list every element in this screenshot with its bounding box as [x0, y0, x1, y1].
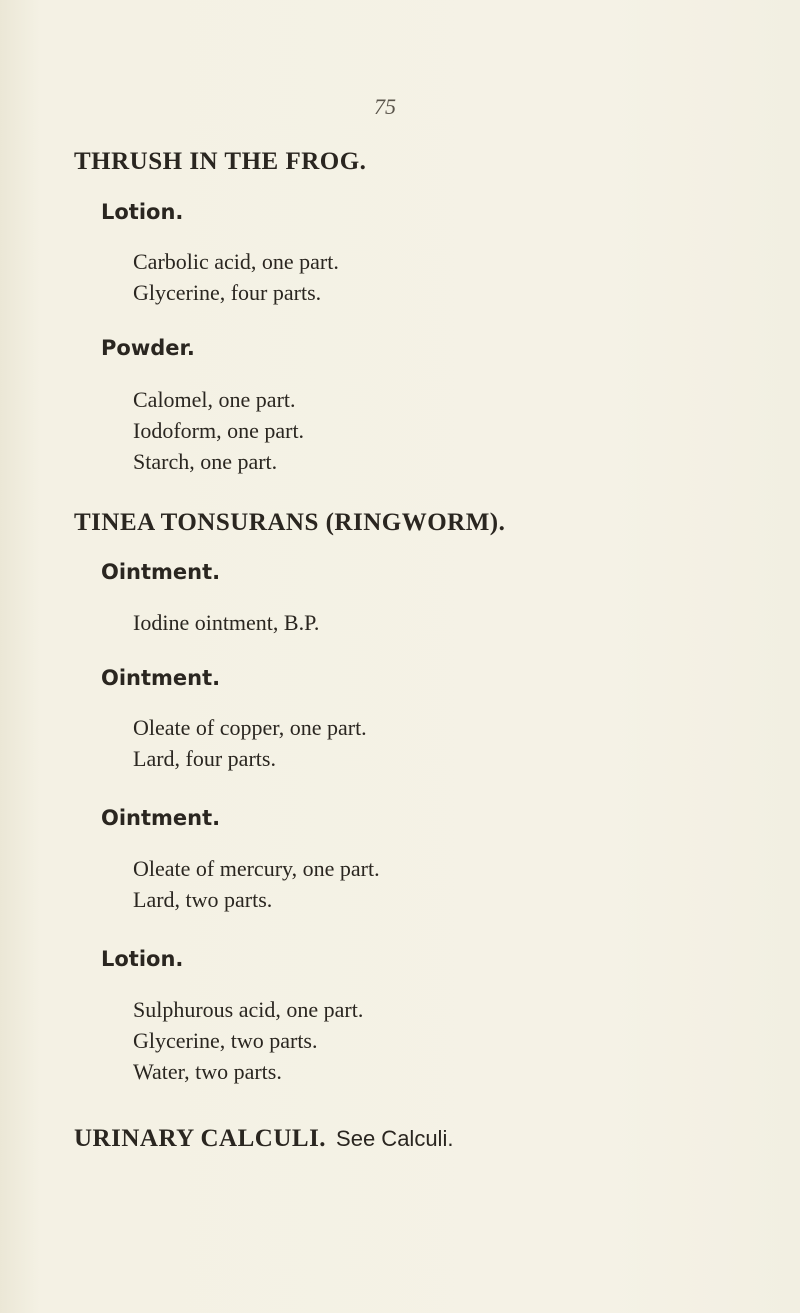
page-number: 75 [374, 94, 396, 119]
group-label-powder: Powder. [101, 336, 195, 360]
ingredient-line: Lard, four parts. [133, 746, 276, 771]
ingredient-line: Starch, one part. [133, 449, 278, 474]
cross-reference: See Calculi. [336, 1126, 454, 1151]
ingredient-line: Glycerine, four parts. [133, 280, 322, 305]
section-heading-urinary-calculi [74, 1125, 453, 1153]
group-label-ointment: Ointment. [101, 666, 221, 690]
ingredient-line: Iodoform, one part. [133, 418, 305, 443]
ingredient-line: Sulphurous acid, one part. [133, 997, 364, 1022]
ingredient-line: Water, two parts. [133, 1059, 282, 1084]
group-label-lotion: Lotion. [101, 947, 184, 971]
section-title: URINARY CALCULI. [74, 1125, 327, 1152]
ingredient-line: Oleate of copper, one part. [133, 715, 367, 740]
ingredient-line: Oleate of mercury, one part. [133, 856, 380, 881]
group-label-ointment: Ointment. [101, 560, 221, 584]
ingredient-line: Calomel, one part. [133, 387, 296, 412]
group-label-ointment: Ointment. [101, 806, 221, 830]
ingredient-line: Carbolic acid, one part. [133, 249, 339, 274]
group-label-lotion: Lotion. [101, 200, 184, 224]
ingredient-line: Lard, two parts. [133, 887, 273, 912]
ingredient-line: Glycerine, two parts. [133, 1028, 318, 1053]
section-heading-tinea: TINEA TONSURANS (RINGWORM). [74, 509, 506, 536]
section-heading-thrush: THRUSH IN THE FROG. [74, 148, 367, 175]
ingredient-line: Iodine ointment, B.P. [133, 610, 320, 635]
